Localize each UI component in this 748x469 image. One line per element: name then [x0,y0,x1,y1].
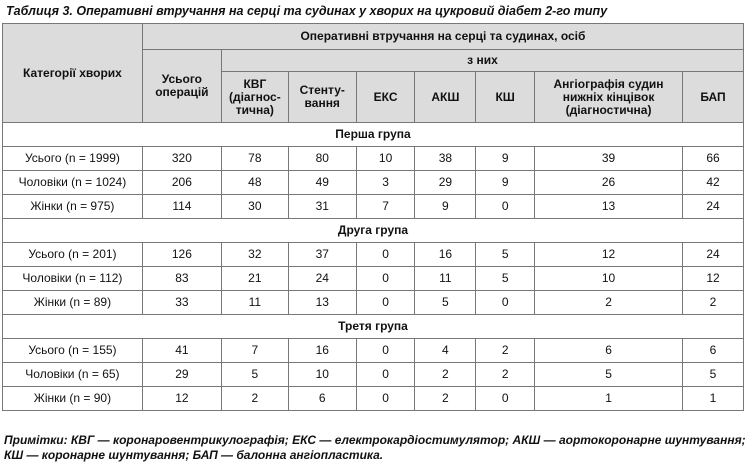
table-cell: 2 [221,387,288,411]
row-label: Жінки (n = 975) [3,195,143,219]
table-cell: 21 [221,267,288,291]
table-caption: Таблиця 3. Оперативні втручання на серці та судинах у хворих на цукровий діабет 2-го типу [6,4,608,18]
table-cell: 5 [476,243,535,267]
group-row [3,315,744,339]
table-row [3,147,744,171]
table-cell: 3 [356,171,415,195]
header-eks: ЕКС [356,72,415,123]
table-cell: 126 [142,243,221,267]
group-title: Третя група [3,315,744,339]
table-cell: 0 [476,195,535,219]
table-cell: 48 [221,171,288,195]
table-cell: 66 [683,147,744,171]
table-cell: 11 [221,291,288,315]
table-cell: 114 [142,195,221,219]
table-cell: 5 [476,267,535,291]
table-cell: 5 [535,363,683,387]
table-cell: 10 [535,267,683,291]
header-of-them: з них [221,50,743,72]
header-ksh: КШ [476,72,535,123]
table-row [3,243,744,267]
table-cell: 0 [476,387,535,411]
table-cell: 26 [535,171,683,195]
row-label: Усього (n = 155) [3,339,143,363]
table-cell: 0 [356,339,415,363]
table-cell: 0 [356,363,415,387]
header-stenting: Стенту-вання [288,72,356,123]
table-cell: 206 [142,171,221,195]
table-cell: 16 [288,339,356,363]
table-row [3,291,744,315]
row-label: Жінки (n = 89) [3,291,143,315]
table-row [3,171,744,195]
table-cell: 42 [683,171,744,195]
table-cell: 2 [476,363,535,387]
table-cell: 29 [142,363,221,387]
row-label: Усього (n = 1999) [3,147,143,171]
table-cell: 0 [476,291,535,315]
table-cell: 9 [415,195,476,219]
header-row-1 [3,24,744,50]
table-cell: 33 [142,291,221,315]
table-cell: 41 [142,339,221,363]
header-angiography: Ангіографія судин нижніх кінцівок (діагностична) [535,72,683,123]
table-cell: 12 [683,267,744,291]
table-cell: 9 [476,171,535,195]
table-cell: 7 [356,195,415,219]
table-cell: 10 [356,147,415,171]
group-title: Друга група [3,219,744,243]
row-label: Чоловіки (n = 65) [3,363,143,387]
table-cell: 29 [415,171,476,195]
table-cell: 6 [288,387,356,411]
group-row [3,123,744,147]
table-cell: 39 [535,147,683,171]
table-cell: 78 [221,147,288,171]
row-label: Усього (n = 201) [3,243,143,267]
table-cell: 5 [683,363,744,387]
table-cell: 2 [476,339,535,363]
table-cell: 24 [683,243,744,267]
table-cell: 1 [683,387,744,411]
table-cell: 12 [535,243,683,267]
table-cell: 2 [535,291,683,315]
row-label: Чоловіки (n = 1024) [3,171,143,195]
table-cell: 10 [288,363,356,387]
table-cell: 13 [288,291,356,315]
header-total: Усього операцій [142,50,221,123]
table-cell: 2 [415,363,476,387]
table-cell: 31 [288,195,356,219]
table-cell: 6 [535,339,683,363]
table-cell: 4 [415,339,476,363]
header-operations-title: Оперативні втручання на серці та судинах, осіб [142,24,743,50]
header-kvg: КВГ (діагнос-тична) [221,72,288,123]
table-row [3,195,744,219]
table-row [3,339,744,363]
table-cell: 5 [415,291,476,315]
header-bap: БАП [683,72,744,123]
row-label: Чоловіки (n = 112) [3,267,143,291]
table-cell: 37 [288,243,356,267]
header-categories: Категорії хворих [3,24,143,123]
table-cell: 0 [356,387,415,411]
table-cell: 0 [356,243,415,267]
table-cell: 83 [142,267,221,291]
table-cell: 320 [142,147,221,171]
table-cell: 16 [415,243,476,267]
group-row [3,219,744,243]
row-label: Жінки (n = 90) [3,387,143,411]
table-cell: 1 [535,387,683,411]
table-cell: 2 [415,387,476,411]
table-cell: 2 [683,291,744,315]
table-row [3,387,744,411]
table-cell: 80 [288,147,356,171]
table-cell: 32 [221,243,288,267]
table-cell: 12 [142,387,221,411]
table-cell: 6 [683,339,744,363]
table-note: Примітки: КВГ — коронаровентрикулографія; ЕКС — електрокардіостимулятор; АКШ — аортокоронарне шунтування; КШ — коронарне шунтування; БАП — балонна ангіопластика. [4,433,746,462]
table-cell: 7 [221,339,288,363]
table-cell: 0 [356,291,415,315]
table-cell: 13 [535,195,683,219]
table-cell: 30 [221,195,288,219]
header-aksh: АКШ [415,72,476,123]
table-cell: 9 [476,147,535,171]
table-row [3,363,744,387]
table-cell: 11 [415,267,476,291]
table-cell: 24 [683,195,744,219]
table-row [3,267,744,291]
table-cell: 49 [288,171,356,195]
operations-table [2,23,744,411]
table-cell: 5 [221,363,288,387]
group-title: Перша група [3,123,744,147]
table-cell: 0 [356,267,415,291]
table-cell: 24 [288,267,356,291]
table-cell: 38 [415,147,476,171]
